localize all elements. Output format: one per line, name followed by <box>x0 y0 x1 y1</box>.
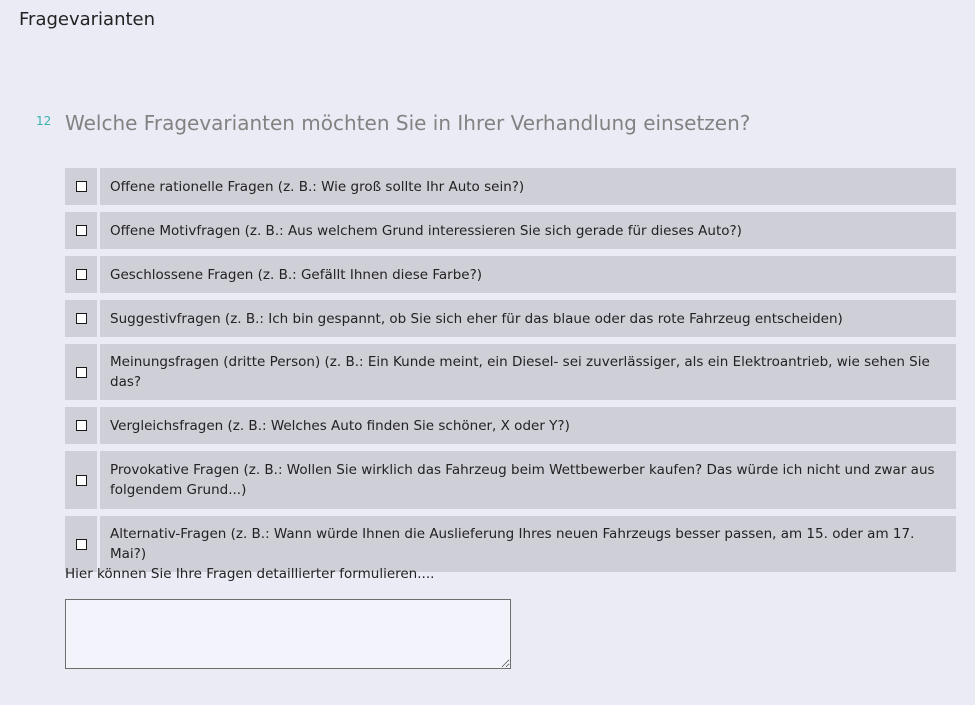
checkbox[interactable] <box>76 181 87 192</box>
free-text-label: Hier können Sie Ihre Fragen detaillierter formulieren.... <box>65 566 435 582</box>
option-row <box>65 516 956 572</box>
checkbox[interactable] <box>76 539 87 550</box>
option-label[interactable]: Provokative Fragen (z. B.: Wollen Sie wirklich das Fahrzeug beim Wettbewerber kaufen? Das würde ich nicht und zwar aus folgendem Grund...) <box>100 451 956 509</box>
option-checkbox-cell[interactable] <box>65 168 97 205</box>
option-checkbox-cell[interactable] <box>65 407 97 444</box>
option-row <box>65 344 956 400</box>
option-checkbox-cell[interactable] <box>65 212 97 249</box>
checkbox[interactable] <box>76 225 87 236</box>
checkbox[interactable] <box>76 367 87 378</box>
option-label[interactable]: Offene Motivfragen (z. B.: Aus welchem Grund interessieren Sie sich gerade für dieses Auto?) <box>100 212 956 249</box>
option-row <box>65 407 956 444</box>
option-label[interactable]: Alternativ-Fragen (z. B.: Wann würde Ihnen die Auslieferung Ihres neuen Fahrzeugs besser passen, am 15. oder am 17. Mai?) <box>100 516 956 572</box>
option-checkbox-cell[interactable] <box>65 300 97 337</box>
checkbox[interactable] <box>76 420 87 431</box>
option-row <box>65 256 956 293</box>
option-row <box>65 300 956 337</box>
option-row <box>65 168 956 205</box>
question-number: 12 <box>36 114 52 128</box>
checkbox[interactable] <box>76 475 87 486</box>
checkbox[interactable] <box>76 313 87 324</box>
option-checkbox-cell[interactable] <box>65 451 97 509</box>
option-checkbox-cell[interactable] <box>65 256 97 293</box>
option-row <box>65 212 956 249</box>
option-label[interactable]: Offene rationelle Fragen (z. B.: Wie groß sollte Ihr Auto sein?) <box>100 168 956 205</box>
option-label[interactable]: Suggestivfragen (z. B.: Ich bin gespannt, ob Sie sich eher für das blaue oder das rote Fahrzeug entscheiden) <box>100 300 956 337</box>
options-list <box>65 168 956 579</box>
option-checkbox-cell[interactable] <box>65 344 97 400</box>
option-checkbox-cell[interactable] <box>65 516 97 572</box>
section-title: Fragevarianten <box>19 9 156 30</box>
option-label[interactable]: Meinungsfragen (dritte Person) (z. B.: Ein Kunde meint, ein Diesel- sei zuverlässiger, als ein Elektroantrieb, wie sehen Sie das? <box>100 344 956 400</box>
checkbox[interactable] <box>76 269 87 280</box>
option-row <box>65 451 956 509</box>
option-label[interactable]: Geschlossene Fragen (z. B.: Gefällt Ihnen diese Farbe?) <box>100 256 956 293</box>
question-text: Welche Fragevarianten möchten Sie in Ihrer Verhandlung einsetzen? <box>65 111 751 135</box>
option-label[interactable]: Vergleichsfragen (z. B.: Welches Auto finden Sie schöner, X oder Y?) <box>100 407 956 444</box>
free-text-area[interactable] <box>65 599 511 669</box>
